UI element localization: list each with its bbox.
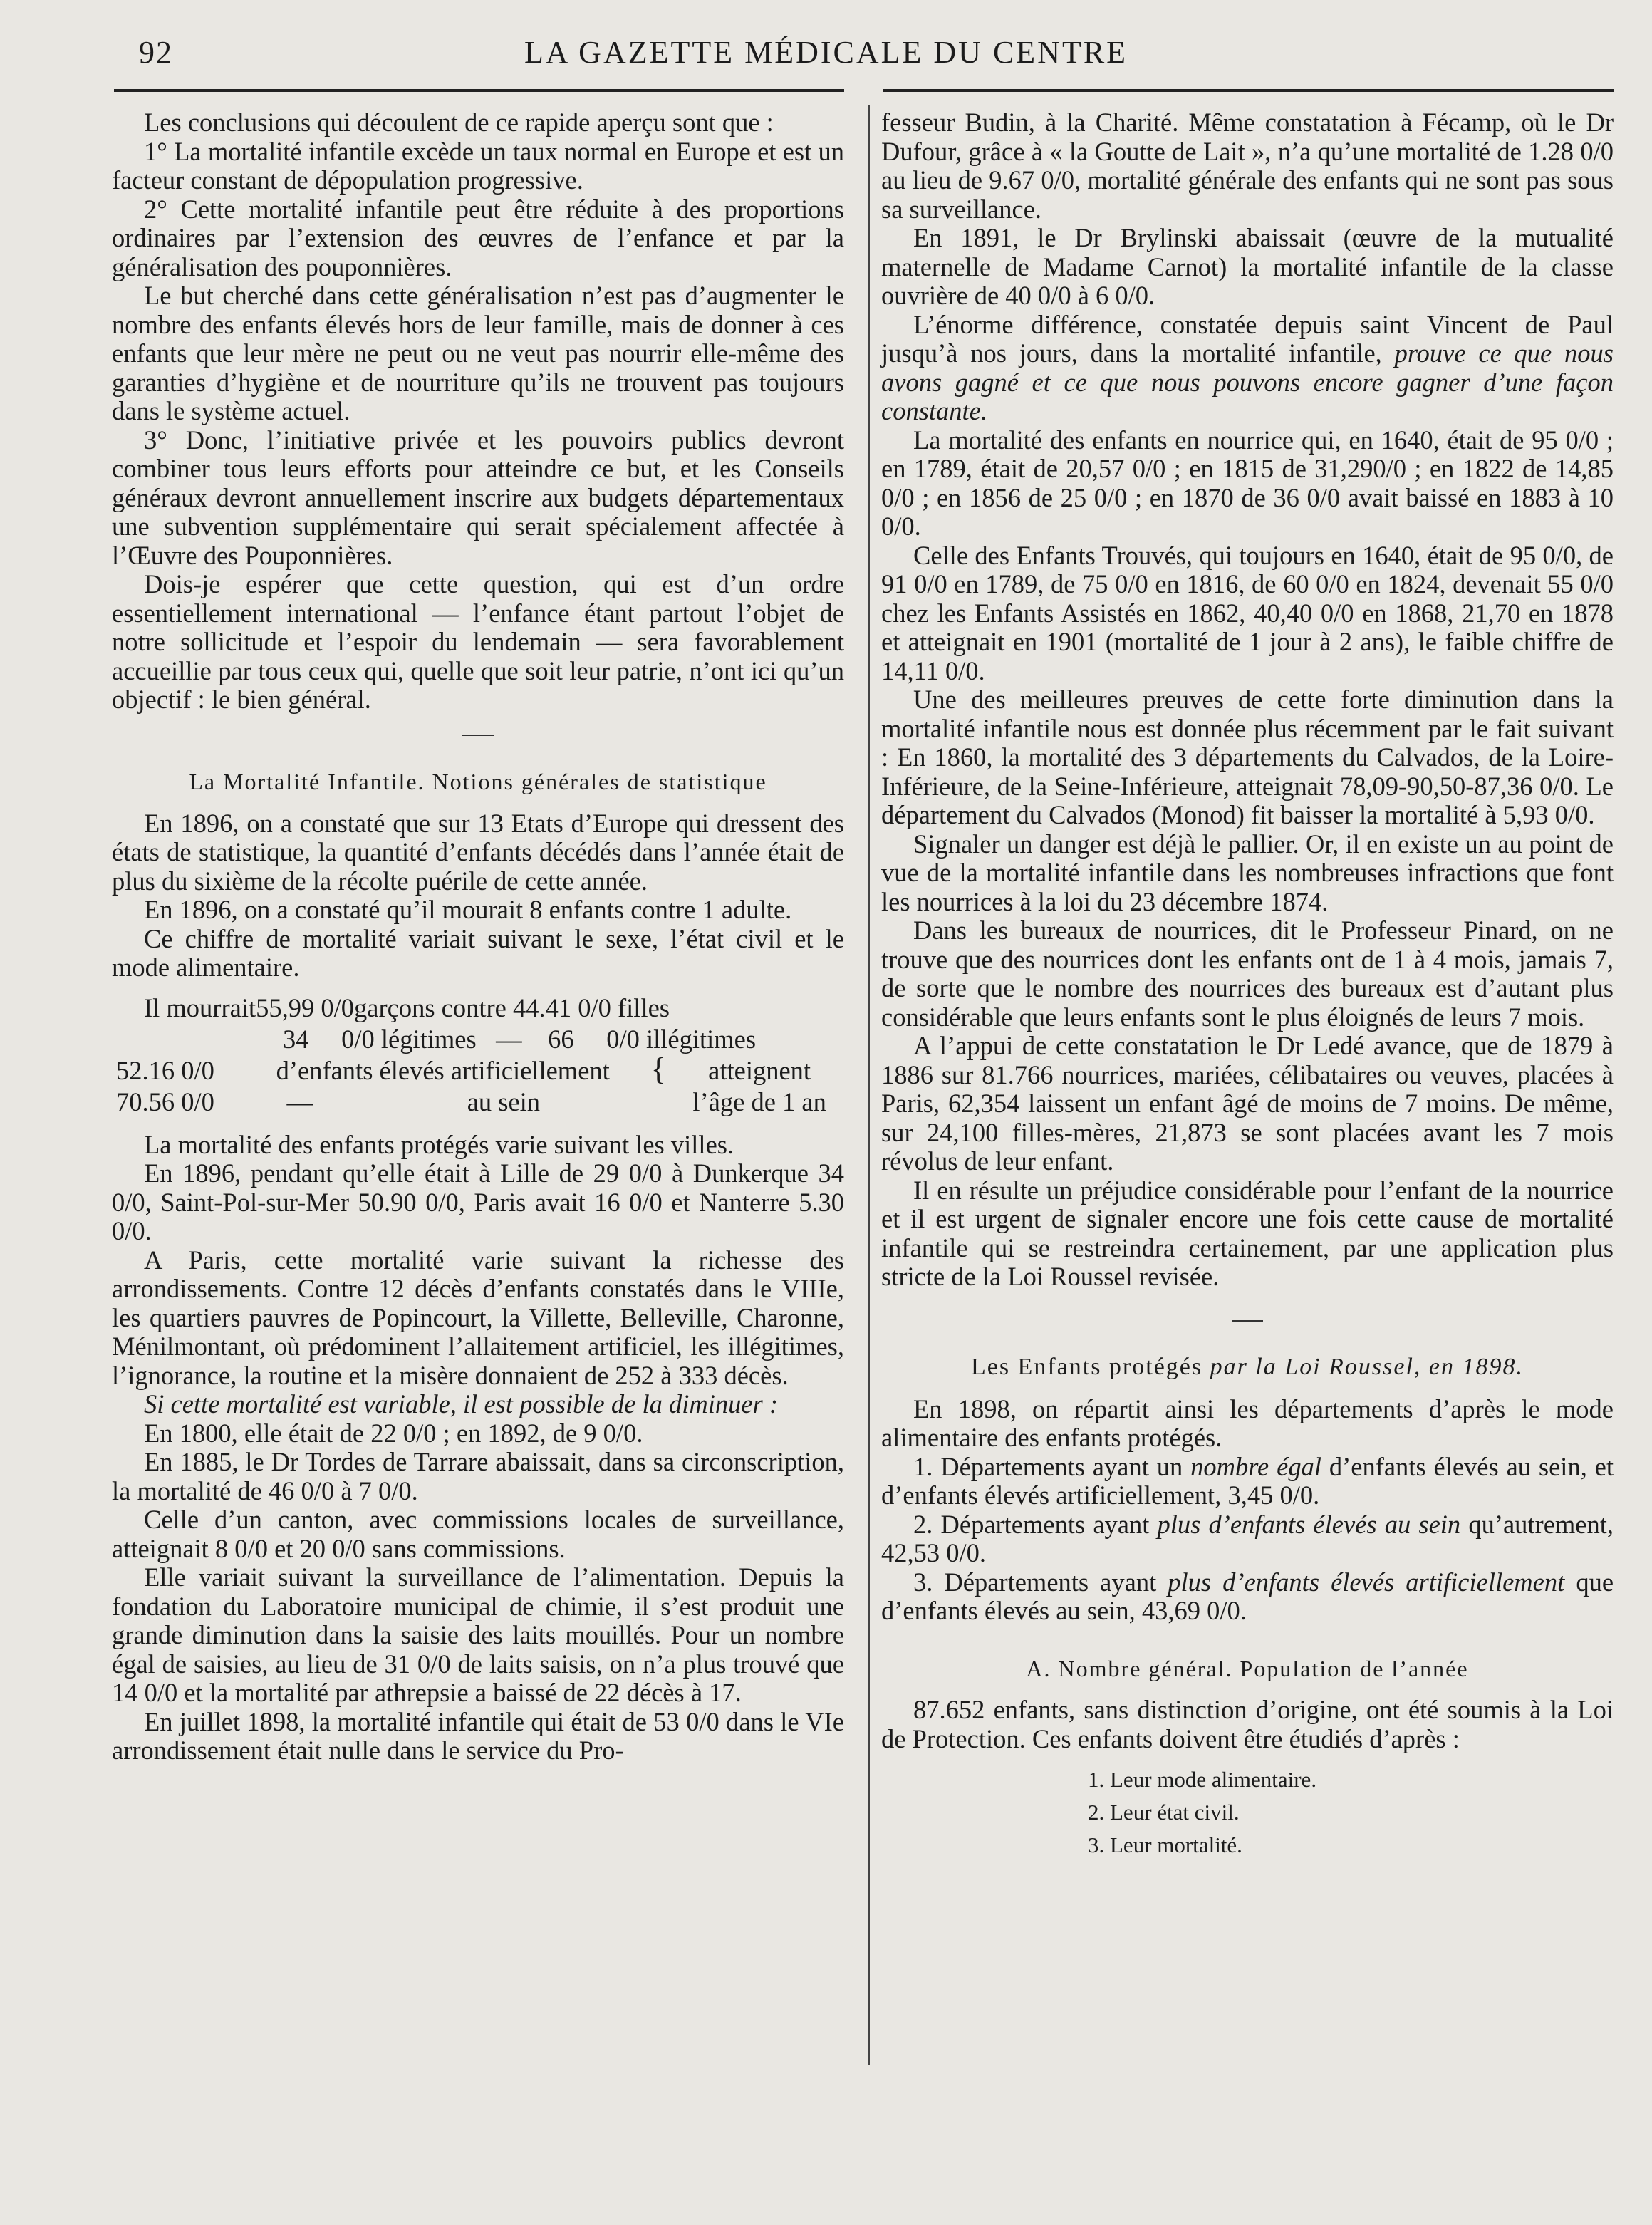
- paragraph-text: que d’enfants élevés au sein, 43,69 0/0.: [881, 1567, 1614, 1625]
- paragraph: 1° La mortalité infantile excède un taux normal en Europe et est un facteur constant de dépopulation progressive.: [112, 136, 844, 195]
- section-heading-italic: par la Loi Roussel, en 1898.: [1210, 1354, 1524, 1380]
- stats-text: l’âge de 1 an: [692, 1086, 826, 1116]
- paragraph: Celle d’un canton, avec commissions locales de surveillance, atteignait 8 0/0 et 20 0/0 sans commissions.: [112, 1505, 844, 1563]
- paragraph: Elle variait suivant la surveillance de l’alimentation. Depuis la fondation du Laboratoire municipal de chimie, il s’est produit une grande diminution dans la saisie des laits mouillés. Pour un nombre égal de saisies, au lieu de 31 0/0 de laits saisis, on n’a plus trouvé que 14 0/0 et la mortalité par athrepsie a baissé de 22 décès à 17.: [112, 1562, 844, 1707]
- left-column: [112, 108, 844, 1765]
- paragraph: En juillet 1898, la mortalité infantile qui était de 53 0/0 dans le VIe arrondissement était nulle dans le service du Pro-: [112, 1706, 844, 1765]
- paragraph-text: 3. Départements ayant: [913, 1567, 1157, 1597]
- stats-text: au sein: [467, 1086, 541, 1116]
- header-rule-left: [114, 89, 844, 92]
- paragraph: Le but cherché dans cette généralisation n’est pas d’augmenter le nombre des enfants élevés hors de leur famille, mais de donner à ces enfants que leur mère ne peut ou ne veut pas nourrir elle-même des garanties d’hygiène et de nourriture qu’ils ne trouvent pas toujours dans le système actuel.: [112, 281, 844, 425]
- section-heading: [881, 1353, 1614, 1382]
- paragraph: [881, 311, 1614, 426]
- page-number: 92: [139, 35, 173, 70]
- stats-row: [112, 992, 844, 1024]
- paragraph: A l’appui de cette constatation le Dr Ledé avance, que de 1879 à 1886 sur 81.766 nourrices, mariées, célibataires ou veuves, placées à Paris, 62,354 laissent un enfant âgé de moins de 7 moins. De même, sur 24,100 filles-mères, 21,873 se sont placées avant les 7 mois révolus de leur enfant.: [881, 1031, 1614, 1176]
- section-heading-text: Les Enfants protégés: [970, 1354, 1203, 1380]
- paragraph: fesseur Budin, à la Charité. Même constatation à Fécamp, où le Dr Dufour, grâce à « la Goutte de Lait », n’a qu’une mortalité de 1.28 0/0 au lieu de 9.67 0/0, mortalité générale des enfants qui ne sont pas sous sa surveillance.: [881, 108, 1614, 224]
- stats-text: 0/0 légitimes: [341, 1024, 477, 1054]
- paragraph: Celle des Enfants Trouvés, qui toujours en 1640, était de 95 0/0, de 91 0/0 en 1789, de 75 0/0 en 1816, de 60 0/0 en 1824, devenait 55 0/0 chez les Enfants Assistés en 1862, 40,40 0/0 en 1868, 21,70 en 1878 et atteignait en 1901 (mortalité de 1 jour à 2 ans), le faible chiffre de 14,11 0/0.: [881, 540, 1614, 685]
- section-heading: La Mortalité Infantile. Notions générales de statistique: [189, 769, 767, 794]
- paragraph: Une des meilleures preuves de cette forte diminution dans la mortalité infantile nous est donnée plus récemment par le fait suivant : En 1860, la mortalité des 3 départements du Calvados, de la Loire-Inférieure, de la Seine-Inférieure, atteignait 78,09-90,50-87,36 0/0. Le département du Calvados (Monod) fit baisser la mortalité à 5,93 0/0.: [881, 685, 1614, 829]
- header-rule-right: [883, 89, 1614, 92]
- list-item: 3. Leur mortalité.: [1088, 1832, 1242, 1857]
- paragraph: Les conclusions qui découlent de ce rapide aperçu sont que :: [144, 108, 774, 137]
- paragraph-text: qu’autrement, 42,53 0/0.: [881, 1509, 1614, 1567]
- paragraph: 2° Cette mortalité infantile peut être réduite à des proportions ordinaires par l’extension des œuvres de l’enfance et par la généralisation des pouponnières.: [112, 194, 844, 281]
- stats-dash: —: [496, 1024, 522, 1054]
- list-paragraph: [881, 1510, 1614, 1568]
- paragraph: Dans les bureaux de nourrices, dit le Professeur Pinard, on ne trouve que des nourrices dont les enfants ont de 1 à 4 mois, jamais 7, de sorte que le nombre des nourrices des bureaux est d’autant plus considérable que leurs enfants sont le plus éloignés de leurs 7 mois.: [881, 916, 1614, 1032]
- stats-value: 70.56 0/0: [116, 1086, 214, 1116]
- stats-row: [112, 1024, 844, 1055]
- stats-row: [112, 1055, 844, 1086]
- numbered-list: [1088, 1763, 1614, 1862]
- stats-text: 0/0 illégitimes: [606, 1024, 757, 1054]
- paragraph: 3° Donc, l’initiative privée et les pouvoirs publics devront combiner tous leurs efforts pour atteindre ce but, et les Conseils généraux devront annuellement inscrire aux budgets départementaux une subvention supplémentaire qui serait spécialement affectée à l’Œuvre des Pouponnières.: [112, 425, 844, 570]
- paragraph-text: d’enfants élevés au sein, et d’enfants élevés artificiellement, 3,45 0/0.: [881, 1451, 1614, 1510]
- stats-value: 55,99 0/0: [256, 992, 355, 1022]
- column-divider: [868, 105, 870, 2065]
- paragraph: En 1896, pendant qu’elle était à Lille de 29 0/0 à Dunkerque 34 0/0, Saint-Pol-sur-Mer 50.90 0/0, Paris avait 16 0/0 et Nanterre 5.30 0/0.: [112, 1158, 844, 1245]
- paragraph: Signaler un danger est déjà le pallier. Or, il en existe un au point de vue de la mortalité infantile dans les nombreuses infractions que font les nourrices à la loi du 23 décembre 1874.: [881, 829, 1614, 916]
- italic-text: plus d’enfants élevés artificiellement: [1168, 1567, 1565, 1597]
- stats-text: filles: [618, 992, 670, 1022]
- list-item: 1. Leur mode alimentaire.: [1088, 1767, 1317, 1792]
- paragraph: En 1800, elle était de 22 0/0 ; en 1892, de 9 0/0.: [144, 1418, 643, 1448]
- stats-value: 44.41 0/0: [512, 992, 611, 1022]
- stats-row: [112, 1086, 844, 1118]
- list-paragraph: [881, 1453, 1614, 1510]
- paragraph: En 1891, le Dr Brylinski abaissait (œuvre de la mutualité maternelle de Madame Carnot) la mortalité infantile de la classe ouvrière de 40 0/0 à 6 0/0.: [881, 223, 1614, 310]
- paragraph: La mortalité des enfants protégés varie suivant les villes.: [144, 1129, 734, 1159]
- paragraph: En 1898, on répartit ainsi les départements d’après le mode alimentaire des enfants protégés.: [881, 1394, 1614, 1452]
- italic-text: nombre égal: [1190, 1451, 1321, 1481]
- italic-text: Si cette mortalité est variable, il est possible de la diminuer :: [144, 1389, 779, 1418]
- stats-value: 34: [283, 1024, 309, 1054]
- paragraph-text: 2. Départements ayant: [913, 1509, 1150, 1539]
- list-paragraph: [881, 1568, 1614, 1626]
- paragraph: La mortalité des enfants en nourrice qui, en 1640, était de 95 0/0 ; en 1789, était de 20,57 0/0 ; en 1815 de 31,290/0 ; en 1822 de 14,85 0/0 ; en 1856 de 25 0/0 ; en 1870 de 36 0/0 avait baissé en 1883 à 10 0/0.: [881, 425, 1614, 541]
- paragraph: Dois-je espérer que cette question, qui est d’un ordre essentiellement international — l’enfance étant partout l’objet de notre sollicitude et l’espoir du lendemain — sera favorablement accueillie par tous ceux qui, quelle que soit leur patrie, n’ont ici qu’un objectif : le bien général.: [112, 569, 844, 714]
- italic-text: prouve ce que nous avons gagné et ce que nous pouvons encore gagner d’une façon constante.: [881, 338, 1614, 425]
- separator: [881, 1305, 1614, 1334]
- paragraph: Il en résulte un préjudice considérable pour l’enfant de la nourrice et il est urgent de signaler encore une fois cette cause de mortalité infantile qui se restreindra certainement, par une application plus stricte de la Loi Roussel revisée.: [881, 1175, 1614, 1291]
- stats-dash: —: [286, 1086, 313, 1116]
- page-header: [0, 28, 1652, 78]
- separator: [112, 719, 844, 748]
- stats-value: 66: [548, 1024, 574, 1054]
- list-item: 2. Leur état civil.: [1088, 1800, 1240, 1825]
- stats-value: 52.16 0/0: [116, 1055, 214, 1085]
- stats-text: atteignent: [708, 1055, 811, 1085]
- paragraph-text: L’énorme différence, constatée depuis saint Vincent de Paul jusqu’à nos jours, dans la mortalité infantile,: [881, 309, 1614, 368]
- paragraph: En 1885, le Dr Tordes de Tarrare abaissait, dans sa circonscription, la mortalité de 46 0/0 à 7 0/0.: [112, 1447, 844, 1505]
- paragraph: 87.652 enfants, sans distinction d’origine, ont été soumis à la Loi de Protection. Ces enfants doivent être étudiés d’après :: [881, 1695, 1614, 1753]
- paragraph: En 1896, on a constaté que sur 13 Etats d’Europe qui dressent des états de statistique, la quantité d’enfants décédés dans l’année était de plus du sixième de la récolte puérile de cette année.: [112, 808, 844, 896]
- mortality-stats-table: [112, 992, 844, 1118]
- stats-text: garçons contre: [354, 992, 506, 1022]
- running-title: LA GAZETTE MÉDICALE DU CENTRE: [524, 35, 1128, 70]
- paragraph: Ce chiffre de mortalité variait suivant le sexe, l’état civil et le mode alimentaire.: [112, 923, 844, 982]
- paragraph-text: 1. Départements ayant un: [913, 1451, 1183, 1481]
- brace-glyph: {: [650, 1051, 666, 1086]
- italic-text: plus d’enfants élevés au sein: [1157, 1509, 1461, 1539]
- section-heading: A. Nombre général. Population de l’année: [1026, 1655, 1469, 1681]
- paragraph: En 1896, on a constaté qu’il mourait 8 enfants contre 1 adulte.: [144, 895, 792, 924]
- paragraph: [112, 1390, 844, 1419]
- stats-text: d’enfants élevés artificiellement: [276, 1055, 610, 1085]
- stats-text: Il mourrait: [144, 992, 256, 1022]
- right-column: [881, 108, 1614, 1862]
- paragraph: A Paris, cette mortalité varie suivant la richesse des arrondissements. Contre 12 décès d’enfants constatés dans le VIIIe, les quartiers pauvres de Popincourt, la Villette, Belleville, Charonne, Ménilmontant, où prédominent l’allaitement artificiel, les illégitimes, l’ignorance, la routine et la misère donnaient de 252 à 333 décès.: [112, 1245, 844, 1390]
